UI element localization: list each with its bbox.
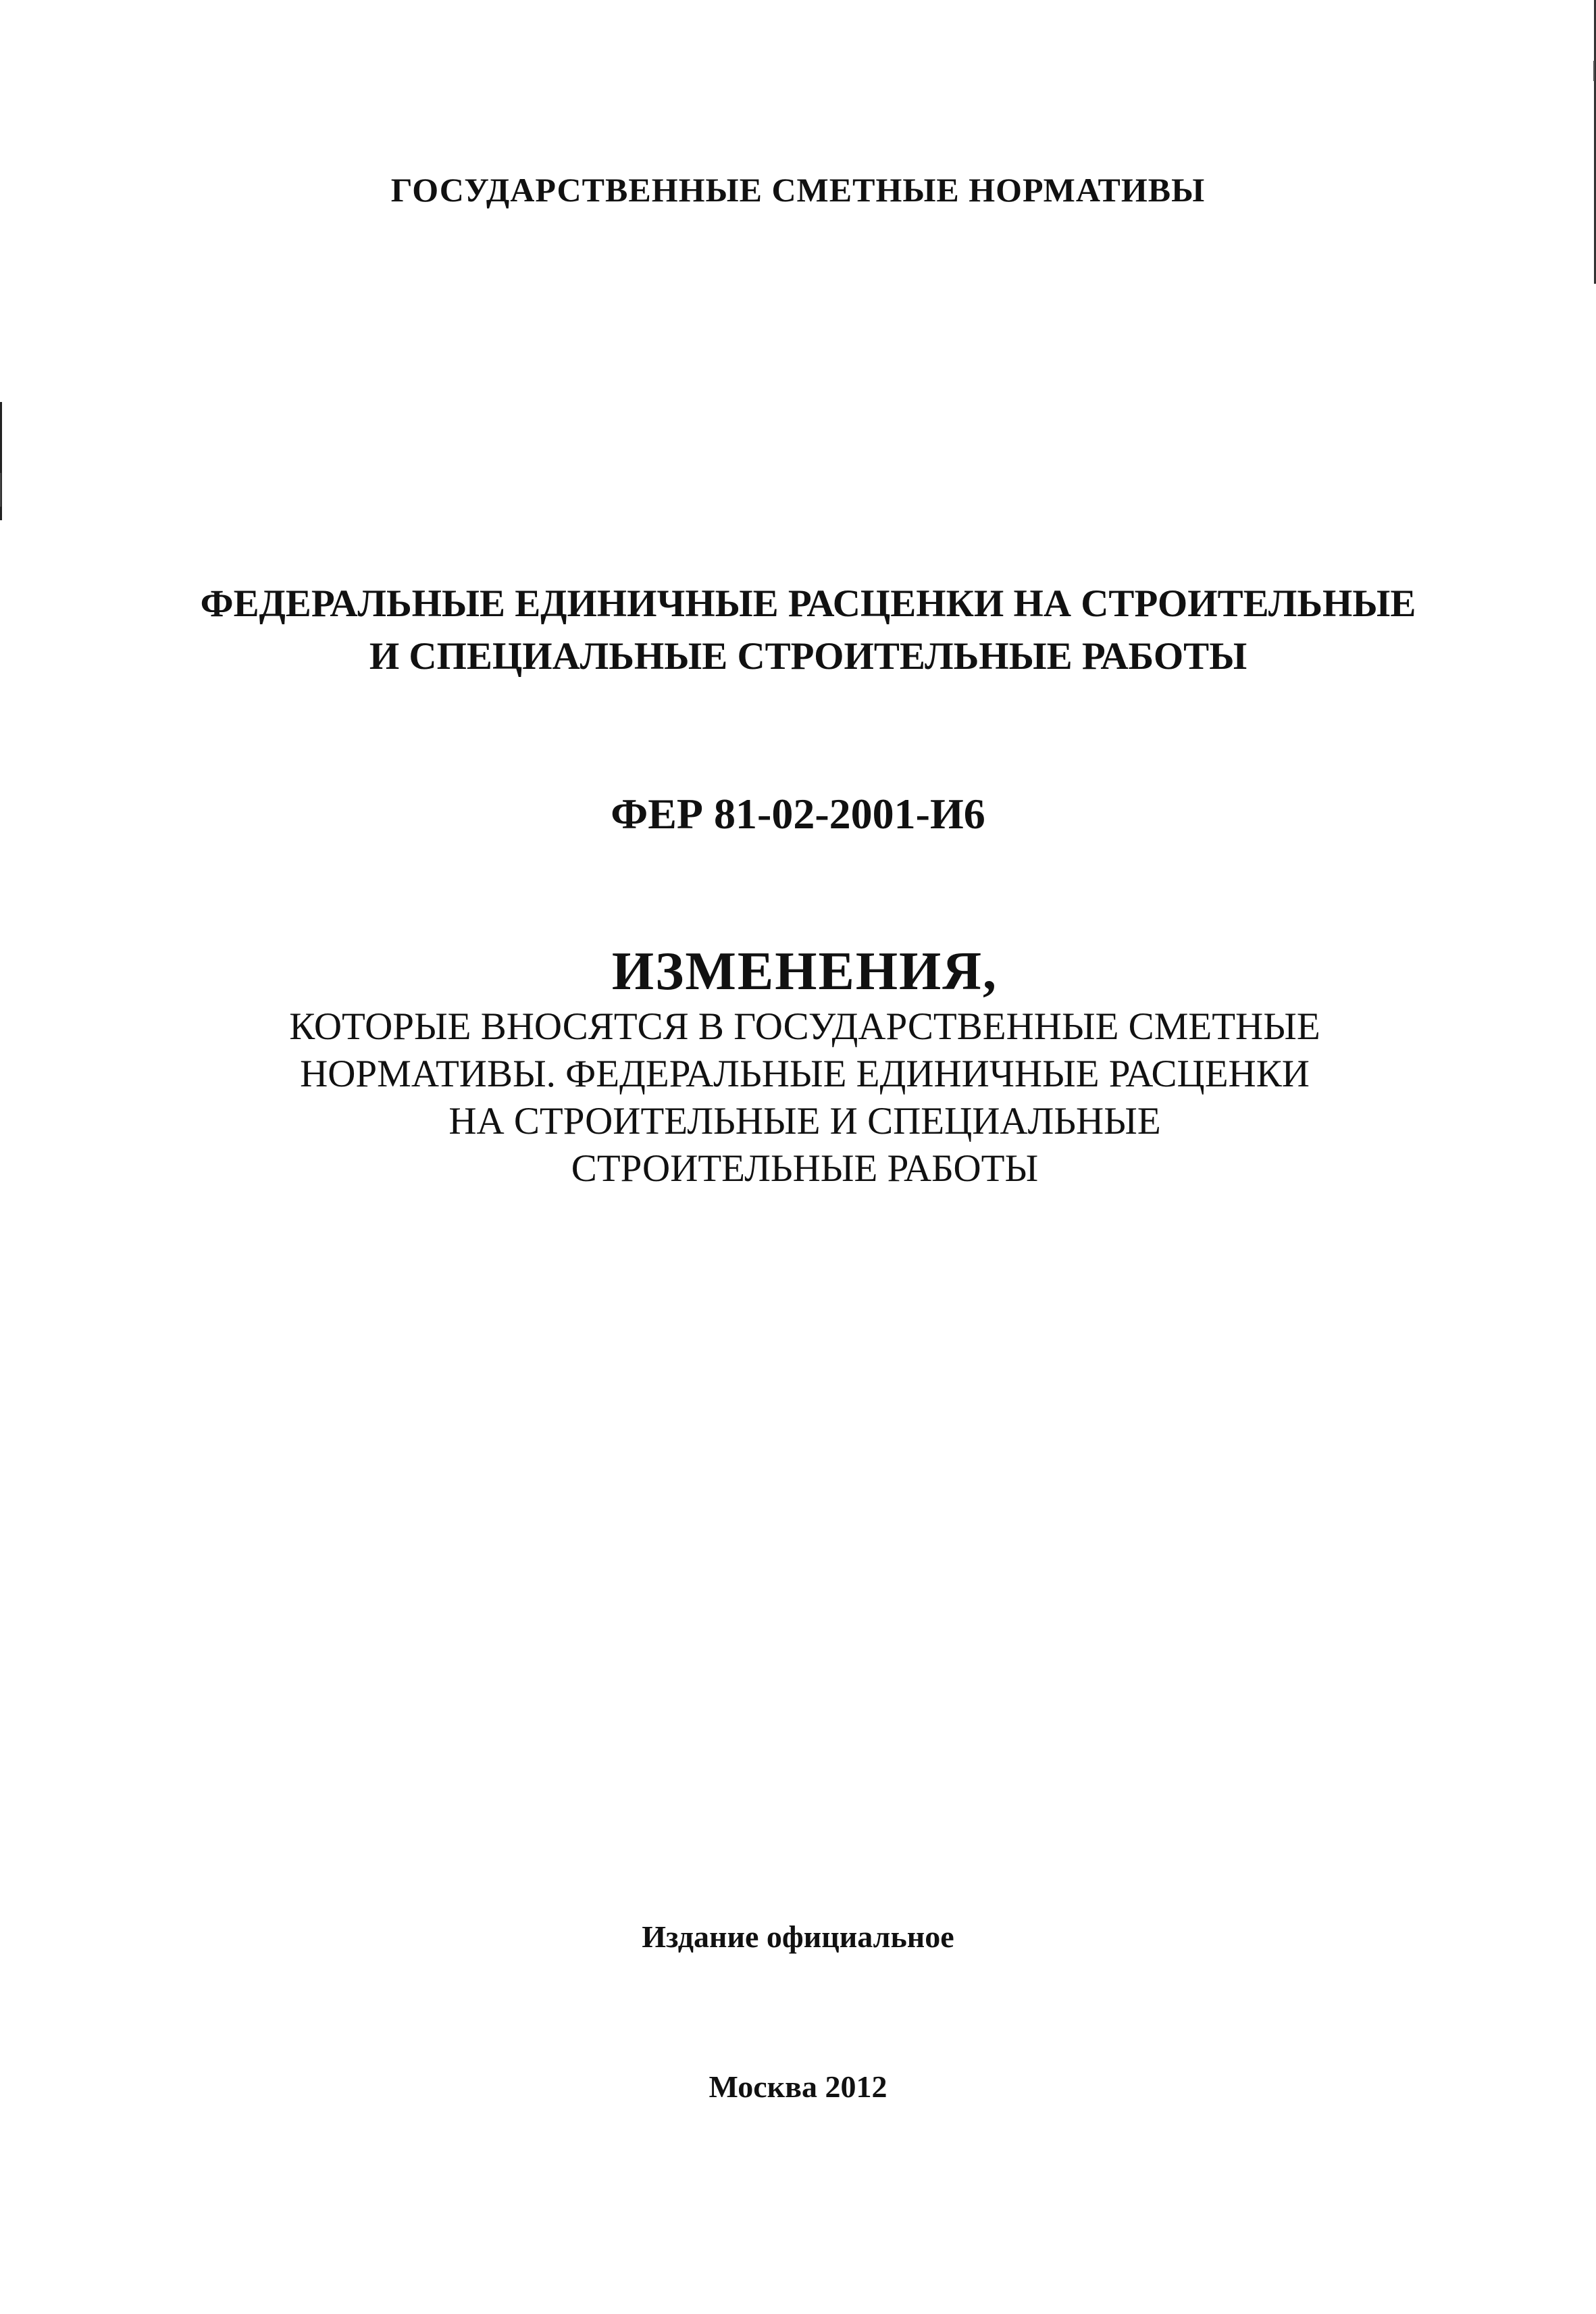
edition-note: Издание официальное (642, 1919, 954, 1954)
scan-edge-mark-left-inner (0, 473, 1, 507)
title-line-2: И СПЕЦИАЛЬНЫЕ СТРОИТЕЛЬНЫЕ РАБОТЫ (369, 635, 1247, 678)
title-line-1: ФЕДЕРАЛЬНЫЕ ЕДИНИЧНЫЕ РАСЦЕНКИ НА СТРОИТЕЛЬНЫЕ (200, 582, 1416, 625)
scan-edge-mark-right-inner (1593, 61, 1595, 81)
changes-line-1: КОТОРЫЕ ВНОСЯТСЯ В ГОСУДАРСТВЕННЫЕ СМЕТНЫЕ (289, 1005, 1320, 1048)
changes-line-3: НА СТРОИТЕЛЬНЫЕ И СПЕЦИАЛЬНЫЕ (448, 1100, 1161, 1142)
changes-line-2: НОРМАТИВЫ. ФЕДЕРАЛЬНЫЕ ЕДИНИЧНЫЕ РАСЦЕНКИ (300, 1053, 1310, 1095)
document-header: ГОСУДАРСТВЕННЫЕ СМЕТНЫЕ НОРМАТИВЫ (390, 171, 1206, 209)
document-code: ФЕР 81-02-2001-И6 (611, 790, 985, 838)
changes-line-4: СТРОИТЕЛЬНЫЕ РАБОТЫ (571, 1147, 1039, 1190)
changes-heading: ИЗМЕНЕНИЯ, (611, 942, 998, 1001)
city-year: Москва 2012 (709, 2069, 887, 2104)
document-title (0, 578, 1596, 683)
changes-description (0, 1003, 1596, 1192)
